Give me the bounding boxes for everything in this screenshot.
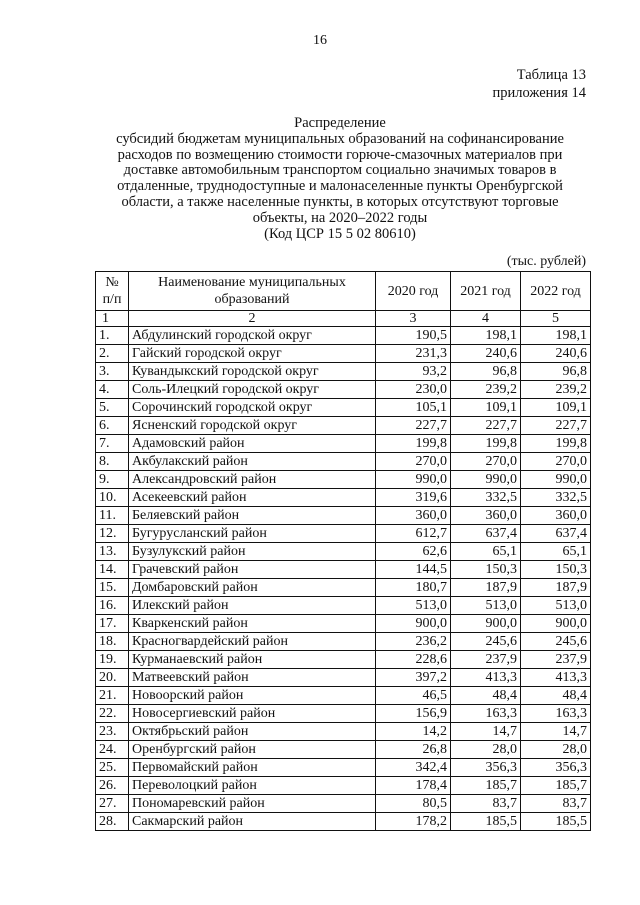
value-2021: 239,2 [451,381,521,399]
value-2020: 62,6 [376,543,451,561]
municipality-name: Оренбургский район [129,741,376,759]
municipality-name: Новосергиевский район [129,705,376,723]
value-2021: 199,8 [451,435,521,453]
table-row [96,669,591,687]
table-row [96,741,591,759]
row-number: 11. [96,507,129,525]
value-2020: 231,3 [376,345,451,363]
row-number: 3. [96,363,129,381]
table-row [96,381,591,399]
value-2020: 93,2 [376,363,451,381]
table-row [96,687,591,705]
value-2021: 48,4 [451,687,521,705]
table-label: Таблица 13 [516,67,586,83]
row-number: 6. [96,417,129,435]
value-2020: 144,5 [376,561,451,579]
table-row [96,723,591,741]
municipality-name: Новоорский район [129,687,376,705]
value-2022: 270,0 [521,453,591,471]
row-number: 15. [96,579,129,597]
row-number: 20. [96,669,129,687]
table-row [96,327,591,345]
title-line: субсидий бюджетам муниципальных образований на софинансирование [116,130,564,147]
table-row [96,489,591,507]
municipality-name: Илекский район [129,597,376,615]
page-number: 16 [313,33,327,48]
municipality-name: Бузулукский район [129,543,376,561]
table-row [96,543,591,561]
row-number: 9. [96,471,129,489]
value-2021: 990,0 [451,471,521,489]
value-2022: 245,6 [521,633,591,651]
row-number: 21. [96,687,129,705]
municipality-name: Красногвардейский район [129,633,376,651]
value-2020: 360,0 [376,507,451,525]
value-2021: 83,7 [451,795,521,813]
value-2022: 360,0 [521,507,591,525]
column-number-row [96,311,591,327]
municipality-name: Ясненский городской округ [129,417,376,435]
municipality-name: Первомайский район [129,759,376,777]
value-2021: 900,0 [451,615,521,633]
value-2022: 83,7 [521,795,591,813]
municipality-name: Курманаевский район [129,651,376,669]
municipality-name: Пономаревский район [129,795,376,813]
municipality-name: Асекеевский район [129,489,376,507]
units-label: (тыс. рублей) [506,254,586,269]
title-heading: Распределение [294,115,386,131]
value-2020: 178,2 [376,813,451,831]
row-number: 10. [96,489,129,507]
row-number: 22. [96,705,129,723]
value-2020: 80,5 [376,795,451,813]
table-body [96,327,591,831]
value-2021: 14,7 [451,723,521,741]
value-2021: 245,6 [451,633,521,651]
municipality-name: Александровский район [129,471,376,489]
value-2020: 14,2 [376,723,451,741]
value-2020: 228,6 [376,651,451,669]
appendix-reference [493,66,586,102]
value-2021: 637,4 [451,525,521,543]
value-2021: 96,8 [451,363,521,381]
row-number: 14. [96,561,129,579]
value-2022: 187,9 [521,579,591,597]
row-number: 23. [96,723,129,741]
row-number: 24. [96,741,129,759]
value-2022: 96,8 [521,363,591,381]
value-2022: 109,1 [521,399,591,417]
title-line: доставке автомобильным транспортом социально значимых товаров в [123,162,557,179]
value-2020: 319,6 [376,489,451,507]
value-2021: 28,0 [451,741,521,759]
row-number: 25. [96,759,129,777]
value-2020: 900,0 [376,615,451,633]
row-number: 7. [96,435,129,453]
table-row [96,507,591,525]
value-2021: 332,5 [451,489,521,507]
municipality-name: Беляевский район [129,507,376,525]
table-row [96,795,591,813]
value-2021: 413,3 [451,669,521,687]
value-2022: 185,5 [521,813,591,831]
table-row [96,345,591,363]
value-2020: 397,2 [376,669,451,687]
value-2022: 637,4 [521,525,591,543]
column-number: 1 [96,311,129,327]
municipality-name: Переволоцкий район [129,777,376,795]
value-2020: 270,0 [376,453,451,471]
value-2021: 109,1 [451,399,521,417]
value-2022: 198,1 [521,327,591,345]
municipality-name: Октябрьский район [129,723,376,741]
header-2020: 2020 год [376,272,451,311]
municipality-name: Гайский городской округ [129,345,376,363]
municipality-name: Бугурусланский район [129,525,376,543]
table-row [96,705,591,723]
value-2020: 199,8 [376,435,451,453]
table-row [96,615,591,633]
table-row [96,471,591,489]
header-num: № п/п [96,272,129,311]
table-row [96,561,591,579]
row-number: 28. [96,813,129,831]
table-row [96,363,591,381]
budget-code: (Код ЦСР 15 5 02 80610) [264,225,416,242]
row-number: 4. [96,381,129,399]
value-2021: 356,3 [451,759,521,777]
value-2021: 150,3 [451,561,521,579]
municipality-name: Сакмарский район [129,813,376,831]
table-row [96,435,591,453]
value-2020: 190,5 [376,327,451,345]
value-2022: 150,3 [521,561,591,579]
value-2021: 513,0 [451,597,521,615]
municipality-name: Абдулинский городской округ [129,327,376,345]
value-2020: 156,9 [376,705,451,723]
table-row [96,579,591,597]
value-2022: 356,3 [521,759,591,777]
title-line: объекты, на 2020–2022 годы [252,209,428,226]
value-2021: 360,0 [451,507,521,525]
value-2020: 990,0 [376,471,451,489]
municipality-name: Кваркенский район [129,615,376,633]
value-2022: 413,3 [521,669,591,687]
table-row [96,417,591,435]
value-2022: 990,0 [521,471,591,489]
row-number: 27. [96,795,129,813]
title-line: расходов по возмещению стоимости горюче-смазочных материалов при [117,146,563,163]
value-2020: 230,0 [376,381,451,399]
value-2022: 65,1 [521,543,591,561]
row-number: 19. [96,651,129,669]
value-2021: 198,1 [451,327,521,345]
row-number: 26. [96,777,129,795]
value-2022: 237,9 [521,651,591,669]
column-number: 4 [451,311,521,327]
value-2021: 270,0 [451,453,521,471]
value-2020: 227,7 [376,417,451,435]
table-row [96,651,591,669]
municipality-name: Кувандыкский городской округ [129,363,376,381]
value-2020: 236,2 [376,633,451,651]
municipality-name: Адамовский район [129,435,376,453]
row-number: 5. [96,399,129,417]
table-row [96,597,591,615]
table-row [96,399,591,417]
municipality-name: Матвеевский район [129,669,376,687]
value-2020: 105,1 [376,399,451,417]
value-2021: 185,7 [451,777,521,795]
value-2022: 227,7 [521,417,591,435]
row-number: 2. [96,345,129,363]
municipality-name: Грачевский район [129,561,376,579]
table-header-row [96,272,591,311]
header-2022: 2022 год [521,272,591,311]
row-number: 13. [96,543,129,561]
value-2020: 513,0 [376,597,451,615]
value-2022: 199,8 [521,435,591,453]
value-2022: 332,5 [521,489,591,507]
municipality-name: Сорочинский городской округ [129,399,376,417]
title-line: области, а также населенные пункты, в которых отсутствуют торговые [121,193,559,210]
value-2022: 14,7 [521,723,591,741]
municipality-name: Акбулакский район [129,453,376,471]
value-2022: 239,2 [521,381,591,399]
row-number: 18. [96,633,129,651]
title-line: отдаленные, труднодоступные и малонаселенные пункты Оренбургской [117,178,563,195]
municipality-name: Домбаровский район [129,579,376,597]
value-2021: 187,9 [451,579,521,597]
value-2022: 513,0 [521,597,591,615]
appendix-label: приложения 14 [492,85,586,101]
value-2021: 65,1 [451,543,521,561]
row-number: 12. [96,525,129,543]
value-2020: 26,8 [376,741,451,759]
value-2020: 612,7 [376,525,451,543]
value-2021: 185,5 [451,813,521,831]
header-2021: 2021 год [451,272,521,311]
table-row [96,813,591,831]
table-row [96,777,591,795]
column-number: 3 [376,311,451,327]
row-number: 17. [96,615,129,633]
row-number: 16. [96,597,129,615]
row-number: 1. [96,327,129,345]
value-2021: 240,6 [451,345,521,363]
value-2022: 240,6 [521,345,591,363]
table-row [96,759,591,777]
column-number: 5 [521,311,591,327]
value-2020: 46,5 [376,687,451,705]
row-number: 8. [96,453,129,471]
value-2021: 237,9 [451,651,521,669]
value-2022: 163,3 [521,705,591,723]
subsidy-table [95,271,591,831]
document-title [90,116,590,242]
municipality-name: Соль-Илецкий городской округ [129,381,376,399]
value-2022: 28,0 [521,741,591,759]
value-2022: 900,0 [521,615,591,633]
value-2022: 48,4 [521,687,591,705]
value-2021: 163,3 [451,705,521,723]
value-2021: 227,7 [451,417,521,435]
table-row [96,453,591,471]
value-2020: 342,4 [376,759,451,777]
column-number: 2 [129,311,376,327]
table-row [96,525,591,543]
value-2022: 185,7 [521,777,591,795]
table-row [96,633,591,651]
header-name: Наименование муниципальных образований [129,272,376,311]
value-2020: 178,4 [376,777,451,795]
value-2020: 180,7 [376,579,451,597]
